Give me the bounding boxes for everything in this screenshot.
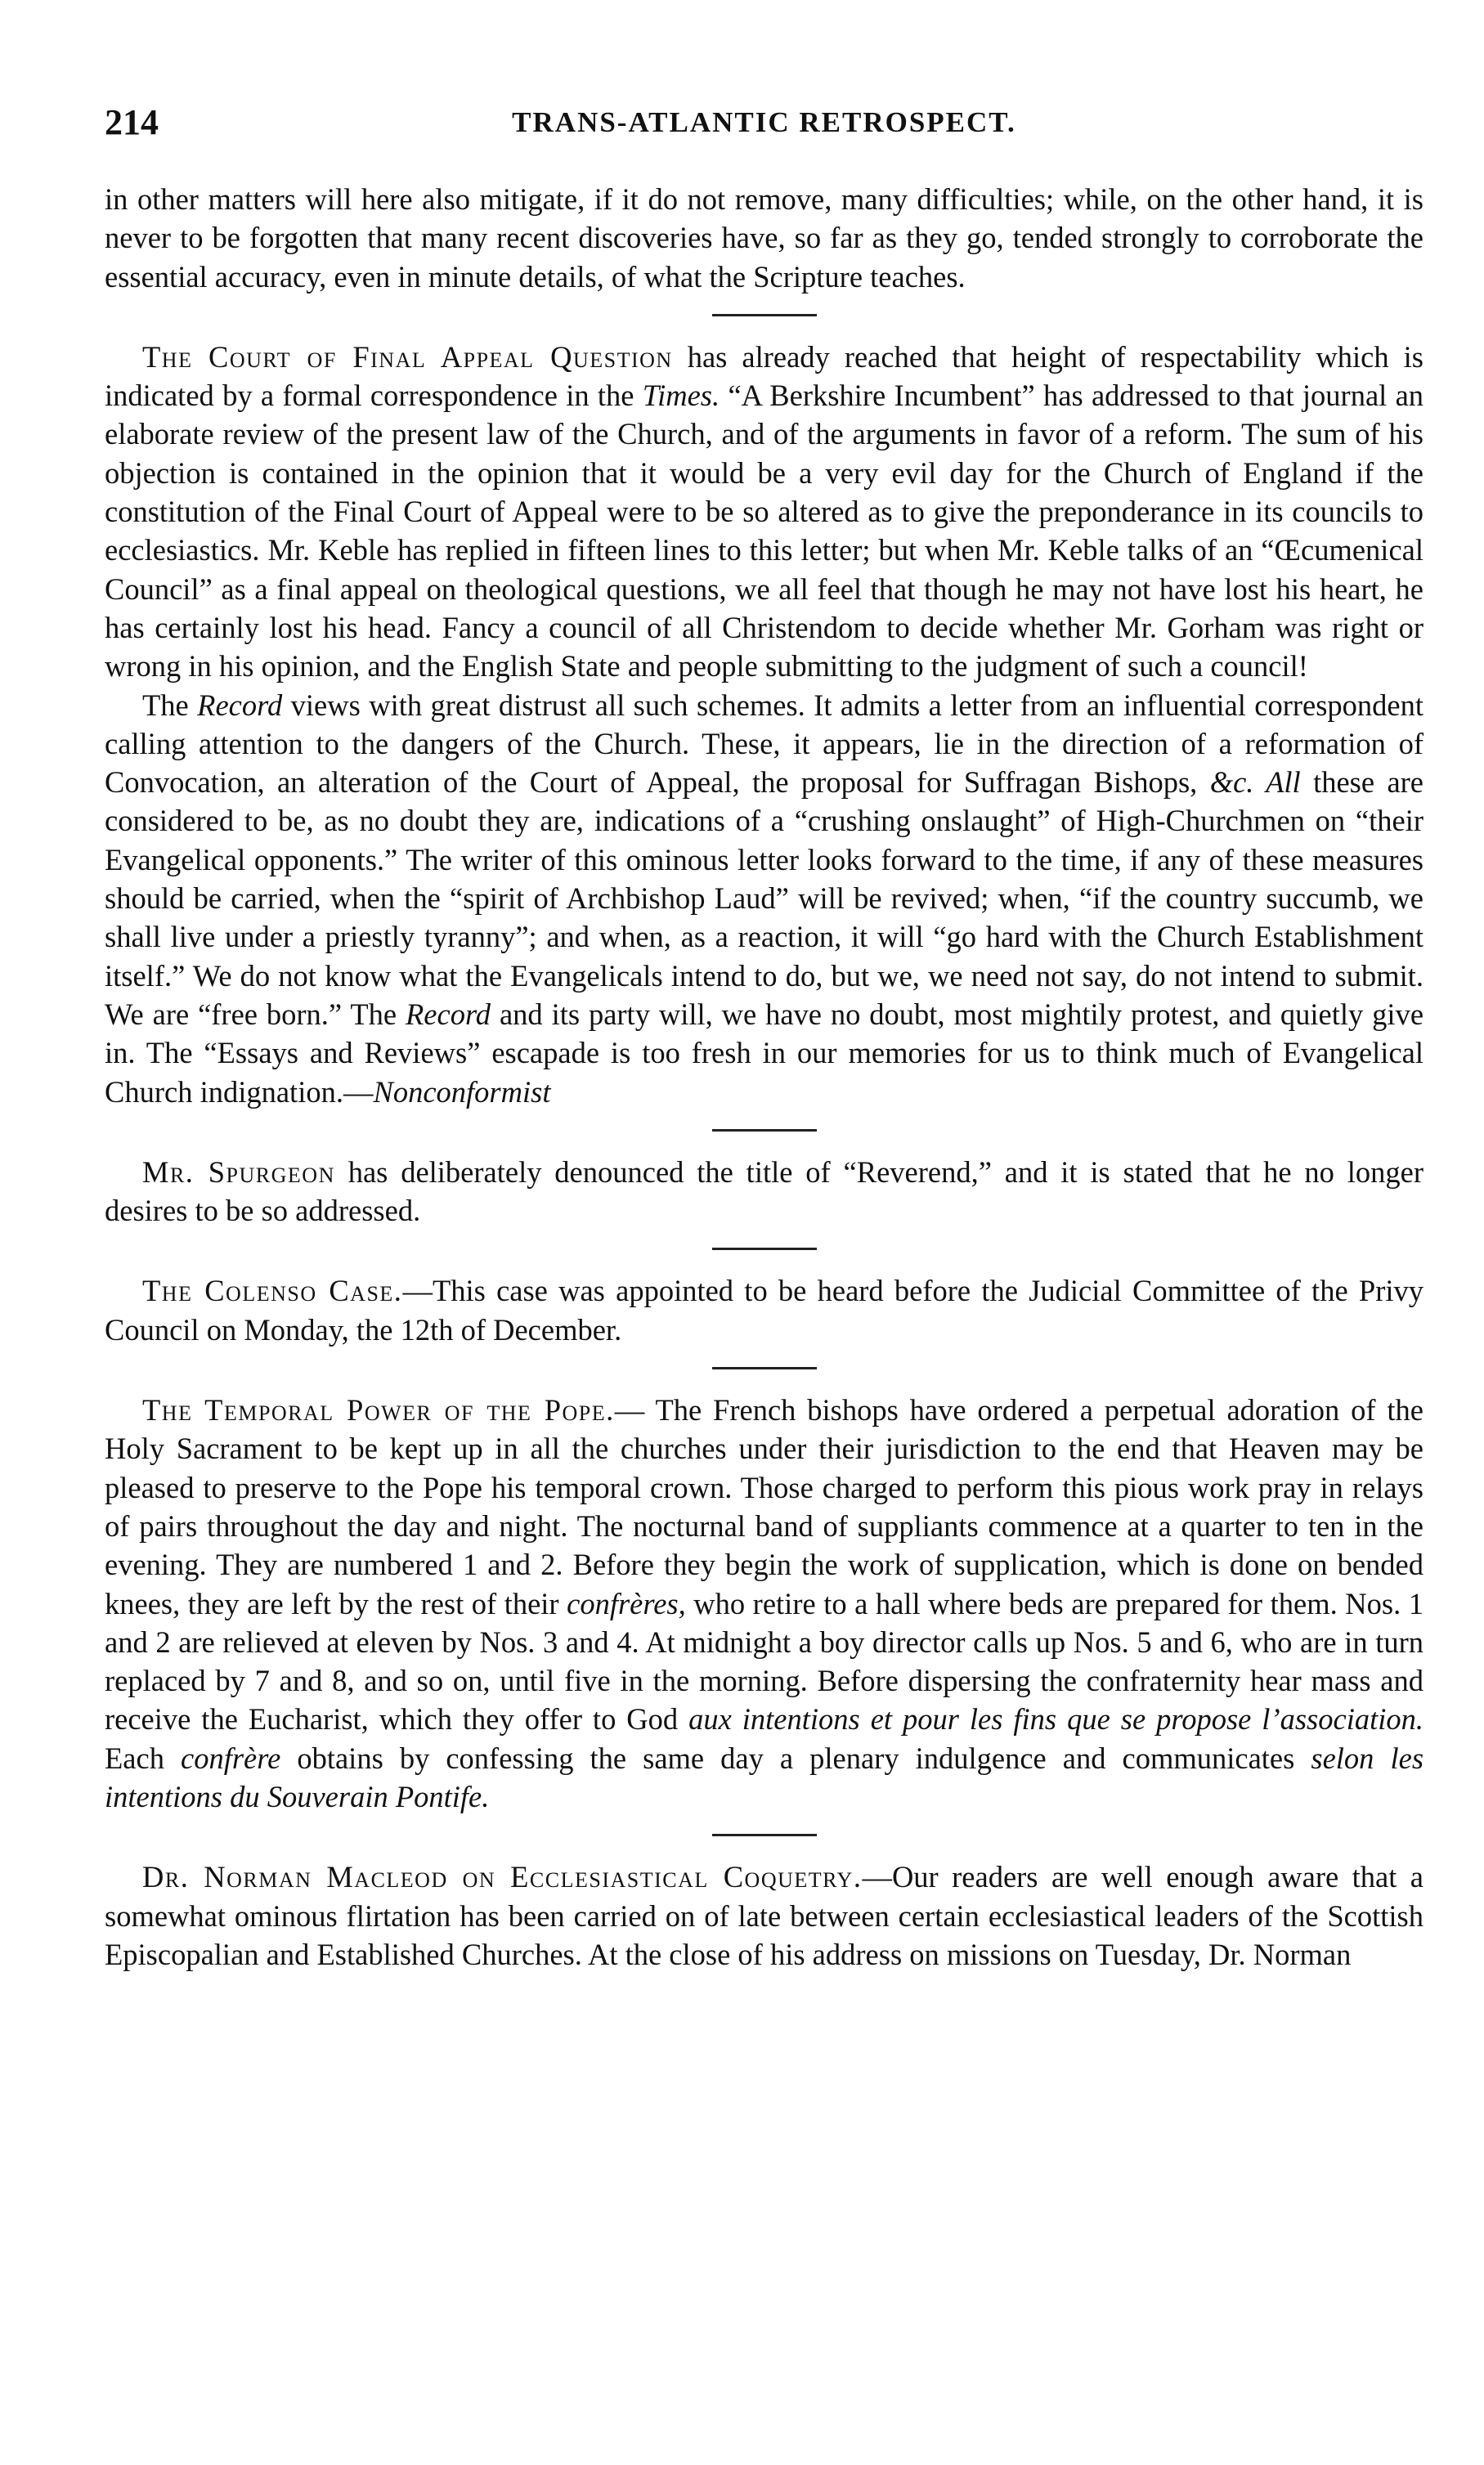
- spurgeon-paragraph: Mr. Spurgeon has deliberately denounced the title of “Reverend,” and it is stated that he no longer desires to be so addressed.: [105, 1154, 1424, 1228]
- temporal-power-heading: The Temporal Power of the Pope.: [142, 1393, 615, 1427]
- court-of-appeal-heading: The Court of Final Appeal Question: [142, 339, 673, 374]
- macleod-paragraph: Dr. Norman Macleod on Ecclesiastical Coquetry.—Our readers are well enough aware that a somewhat ominous flirtation has been carried on of late between certain ecclesiastical leaders of the Scottish Episcopalian and Established Churches. At the close of his address on missions on Tuesday, Dr. Norman: [105, 1860, 1423, 1971]
- source-attribution: Nonconformist: [373, 1074, 551, 1109]
- section-rule: [712, 1129, 817, 1132]
- section-rule: [712, 314, 817, 316]
- record-title: Record: [197, 688, 283, 722]
- running-head: [105, 96, 1423, 149]
- section-rule: [712, 1834, 817, 1836]
- times-title: Times.: [642, 379, 720, 413]
- court-of-appeal-paragraph-1: The Court of Final Appeal Question has already reached that height of respectability which is indicated by a formal correspondence in the Times. “A Berkshire Incumbent” has addressed to that journal an elaborate review of the present law of the Church, and of the arguments in favor of a reform. The sum of his objection is contained in the opinion that it would be a very evil day for the Church of England if the constitution of the Final Court of Appeal were to be so altered as to give the preponderance in its councils to ecclesiastics. Mr. Keble has replied in fifteen lines to this letter; but when Mr. Keble talks of an “Œcumenical Council” as a final appeal on theological questions, we all feel that though he may not have lost his heart, he has certainly lost his head. Fancy a council of all Christendom to decide whether Mr. Gorham was right or wrong in his opinion, and the English State and people submitting to the judgment of such a council!: [105, 339, 1424, 683]
- section-rule: [712, 1367, 817, 1369]
- court-of-appeal-paragraph-2: The Record views with great distrust all such schemes. It admits a letter from an influential correspondent calling attention to the dangers of the Church. These, it appears, lie in the direction of a reformation of Convocation, an alteration of the Court of Appeal, the proposal for Suffragan Bishops, &c. All these are considered to be, as no doubt they are, indications of a “crushing onslaught” of High-Churchmen on “their Evangelical opponents.” The writer of this ominous letter looks forward to the time, if any of these measures should be carried, when the “spirit of Archbishop Laud” will be revived; when, “if the country succumb, we shall live under a priestly tyranny”; and when, as a reaction, it will “go hard with the Church Establishment itself.” We do not know what the Evangelicals intend to do, but we, we need not say, do not intend to submit. We are “free born.” The Record and its party will, we have no doubt, most mightily protest, and quietly give in. The “Essays and Reviews” escapade is too fresh in our memories for us to think much of Evangelical Church indignation.—Nonconformist: [105, 688, 1424, 1109]
- section-rule: [712, 1248, 817, 1250]
- temporal-power-paragraph: The Temporal Power of the Pope.— The French bishops have ordered a perpetual adoration of the Holy Sacrament to be kept up in all the churches under their jurisdiction to the end that Heaven may be pleased to preserve to the Pope his temporal crown. Those charged to perform this pious work pray in relays of pairs throughout the day and night. The nocturnal band of suppliants commence at a quarter to ten in the evening. They are numbered 1 and 2. Before they begin the work of supplication, which is done on bended knees, they are left by the rest of their confrères, who retire to a hall where beds are prepared for them. Nos. 1 and 2 are relieved at eleven by Nos. 3 and 4. At midnight a boy director calls up Nos. 5 and 6, who are in turn replaced by 7 and 8, and so on, until five in the morning. Before dispersing the confraternity hear mass and receive the Eucharist, which they offer to God aux intentions et pour les fins que se propose l’association. Each confrère obtains by confessing the same day a plenary indulgence and communicates selon les intentions du Souverain Pontife.: [105, 1393, 1424, 1813]
- colenso-heading: The Colenso Case.: [142, 1274, 403, 1308]
- colenso-paragraph: The Colenso Case.—This case was appointed to be heard before the Judicial Committee of the Privy Council on Monday, the 12th of December.: [105, 1274, 1423, 1347]
- page-number: 214: [105, 102, 159, 142]
- macleod-heading: Dr. Norman Macleod on Ecclesiastical Coquetry.: [142, 1860, 863, 1894]
- running-title: TRANS-ATLANTIC RETROSPECT.: [512, 106, 1016, 138]
- continuation-paragraph: in other matters will here also mitigate, if it do not remove, many difficulties; while, on the other hand, it is never to be forgotten that many recent discoveries have, so far as they go, tended strongly to corroborate the essential accuracy, even in minute details, of what the Scripture teaches.: [105, 182, 1423, 294]
- spurgeon-heading: Mr. Spurgeon: [142, 1154, 335, 1189]
- record-title: Record: [406, 997, 491, 1031]
